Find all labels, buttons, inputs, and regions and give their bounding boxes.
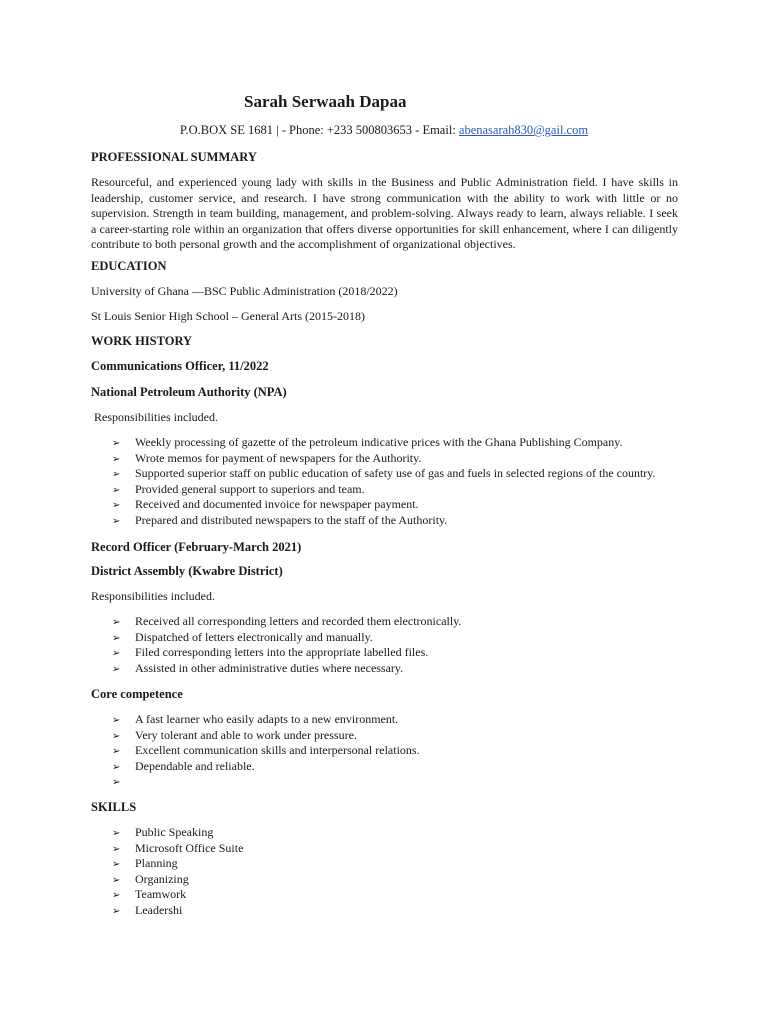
list-item (112, 712, 420, 728)
arrow-bullet-icon: ➢ (112, 905, 121, 917)
list-item-text: Leadershi (135, 902, 183, 917)
list-item (112, 645, 461, 661)
arrow-bullet-icon: ➢ (112, 515, 121, 527)
job-organization: District Assembly (Kwabre District) (91, 564, 283, 578)
list-item (112, 513, 656, 529)
list-item-text: Teamwork (135, 887, 187, 902)
job-organization: National Petroleum Authority (NPA) (91, 385, 287, 399)
list-item-text: Planning (135, 856, 178, 871)
list-item-text: A fast learner who easily adapts to a new environment. (135, 712, 399, 726)
list-item-text: Organizing (135, 871, 189, 886)
list-item (112, 825, 243, 841)
email-link[interactable]: abenasarah830@gail.com (458, 123, 589, 137)
list-item-text: Microsoft Office Suite (135, 840, 244, 855)
list-item-text: Supported superior staff on public education of safety use of gas and fuels in selected regions of the country. (135, 466, 656, 481)
education-entry: St Louis Senior High School – General Arts (2015-2018) (91, 309, 365, 323)
list-item (112, 451, 656, 467)
list-item (112, 630, 461, 646)
summary-heading: PROFESSIONAL SUMMARY (91, 150, 257, 164)
job-title: Record Officer (February-March 2021) (91, 540, 302, 554)
skills-list (112, 825, 243, 919)
arrow-bullet-icon: ➢ (112, 438, 121, 449)
contact-line (0, 123, 768, 138)
list-item (112, 887, 243, 903)
list-item-text: Public Speaking (135, 825, 214, 839)
arrow-bullet-icon: ➢ (112, 715, 121, 726)
skills-heading: SKILLS (91, 800, 137, 814)
list-item-text: Dependable and reliable. (135, 758, 255, 773)
candidate-name: Sarah Serwaah Dapaa (244, 92, 407, 111)
arrow-bullet-icon: ➢ (112, 663, 121, 675)
arrow-bullet-icon: ➢ (112, 828, 121, 839)
job-title: Communications Officer, 11/2022 (91, 359, 269, 373)
list-item-text: Provided general support to superiors and team. (135, 481, 365, 496)
list-item (112, 482, 656, 498)
arrow-bullet-icon: ➢ (112, 761, 121, 773)
list-item-text: Very tolerant and able to work under pressure. (135, 727, 357, 742)
arrow-bullet-icon: ➢ (112, 843, 121, 855)
list-item (112, 872, 243, 888)
arrow-bullet-icon: ➢ (112, 746, 121, 758)
job-responsibilities-list (112, 614, 461, 676)
list-item (112, 435, 656, 451)
list-item (112, 614, 461, 630)
list-item (112, 661, 461, 677)
arrow-bullet-icon: ➢ (112, 469, 121, 481)
list-item-text: Prepared and distributed newspapers to the staff of the Authority. (135, 512, 448, 527)
list-item (112, 466, 656, 482)
list-item (112, 759, 420, 775)
list-item-text: Received all corresponding letters and recorded them electronically. (135, 614, 462, 628)
core-competence-list (112, 712, 420, 790)
education-heading: EDUCATION (91, 259, 167, 273)
arrow-bullet-icon: ➢ (112, 859, 121, 871)
list-item (112, 728, 420, 744)
list-item (112, 497, 656, 513)
arrow-bullet-icon: ➢ (112, 890, 121, 902)
list-item-text: Filed corresponding letters into the appropriate labelled files. (135, 645, 429, 660)
summary-text: Resourceful, and experienced young lady with skills in the Business and Public Administration field. I have skills in leadership, customer service, and research. I have strong communication with the ability to work with little or no supervision. Strength in team building, management, and problem-solving. Always ready to learn, always reliable. I seek a career-starting role within an organization that offers diverse opportunities for skill enhancement, where I can diligently contribute to both personal growth and the accomplishment of organizational objectives. (91, 175, 678, 252)
arrow-bullet-icon: ➢ (112, 484, 121, 496)
core-competence-heading: Core competence (91, 687, 183, 701)
list-item (112, 841, 243, 857)
list-item-text: Wrote memos for payment of newspapers for the Authority. (135, 450, 422, 465)
arrow-bullet-icon: ➢ (112, 500, 121, 512)
arrow-bullet-icon: ➢ (112, 777, 121, 789)
list-item-text: Assisted in other administrative duties where necessary. (135, 660, 404, 675)
list-item (112, 774, 420, 790)
responsibilities-intro: Responsibilities included. (91, 410, 218, 424)
list-item-text: Excellent communication skills and interpersonal relations. (135, 743, 420, 758)
arrow-bullet-icon: ➢ (112, 648, 121, 660)
arrow-bullet-icon: ➢ (112, 874, 121, 886)
arrow-bullet-icon: ➢ (112, 632, 121, 644)
list-item-text: Dispatched of letters electronically and manually. (135, 629, 373, 644)
education-entry: University of Ghana —BSC Public Administration (2018/2022) (91, 284, 398, 298)
arrow-bullet-icon: ➢ (112, 730, 121, 742)
job-responsibilities-list (112, 435, 656, 529)
contact-details: P.O.BOX SE 1681 | - Phone: +233 500803653 - Email: (179, 123, 459, 137)
responsibilities-intro: Responsibilities included. (91, 589, 215, 603)
arrow-bullet-icon: ➢ (112, 453, 121, 465)
list-item (112, 903, 243, 919)
arrow-bullet-icon: ➢ (112, 617, 121, 628)
list-item (112, 856, 243, 872)
work-history-heading: WORK HISTORY (91, 334, 193, 348)
list-item (112, 743, 420, 759)
list-item-text: Weekly processing of gazette of the petroleum indicative prices with the Ghana Publishing Company. (135, 435, 623, 449)
list-item-text: Received and documented invoice for newspaper payment. (135, 497, 419, 512)
